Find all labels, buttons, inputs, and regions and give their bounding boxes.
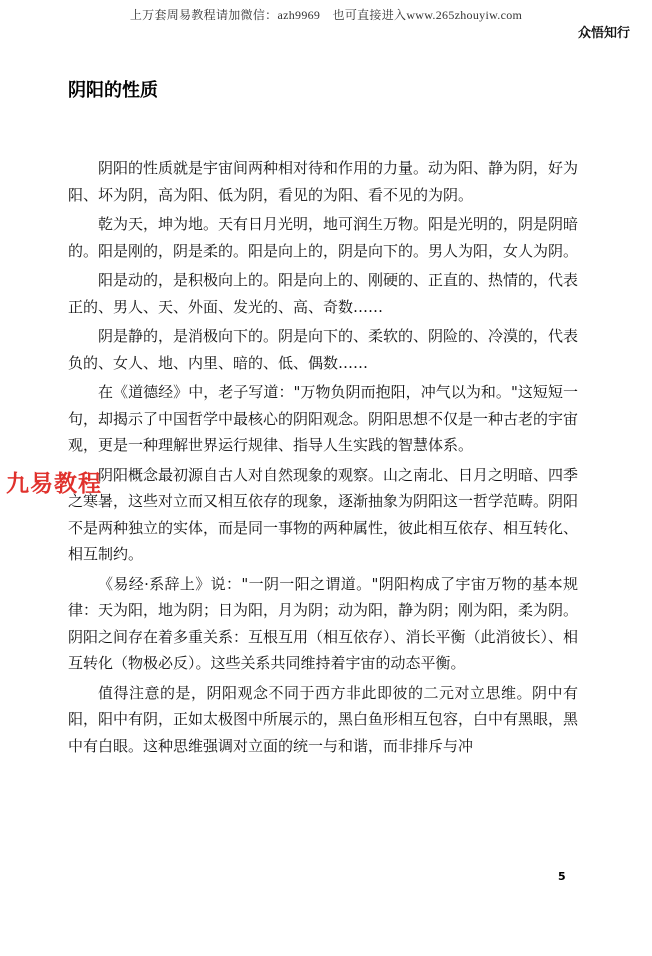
paragraph: 阴阳概念最初源自古人对自然现象的观察。山之南北、日月之明暗、四季之寒暑，这些对立而又相互依存的现象，逐渐抽象为阴阳这一哲学范畴。阴阳不是两种独立的实体，而是同一事物的两种属性，彼此相互依存、相互转化、相互制约。 [68, 465, 579, 563]
paragraph: 值得注意的是，阴阳观念不同于西方非此即彼的二元对立思维。阴中有阳，阳中有阴，正如太极图中所展示的，黑白鱼形相互包容，白中有黑眼，黑中有白眼。这种思维强调对立面的统一与和谐，而非排斥与冲 [68, 683, 579, 755]
paragraph: 阳是动的，是积极向上的。阳是向上的、刚硬的、正直的、热情的，代表正的、男人、天、外面、发光的、高、奇数…… [68, 271, 579, 316]
section-title: 阴阳的性质 [68, 80, 158, 101]
paragraph: 阴阳的性质就是宇宙间两种相对待和作用的力量。动为阳、静为阴，好为阳、坏为阴，高为阳、低为阴，看见的为阳、看不见的为阴。 [68, 159, 579, 204]
page-number: 5 [558, 870, 566, 883]
watermark-logo: 九易教程 [6, 471, 102, 497]
paragraph: 《易经·系辞上》说："一阴一阳之谓道。"阴阳构成了宇宙万物的基本规律：天为阳，地为阴；日为阳，月为阴；动为阳，静为阴；刚为阳，柔为阴。阴阳之间存在着多重关系：互根互用（相互依存）、消长平衡（此消彼长）、相互转化（物极必反）。这些关系共同维持着宇宙的动态平衡。 [68, 574, 579, 672]
paragraph: 在《道德经》中，老子写道："万物负阴而抱阳，冲气以为和。"这短短一句，却揭示了中国哲学中最核心的阴阳观念。阴阳思想不仅是一种古老的宇宙观，更是一种理解世界运行规律、指导人生实践的智慧体系。 [68, 383, 579, 454]
body-text [68, 155, 578, 762]
paragraph: 阴是静的，是消极向下的。阴是向下的、柔软的、阴险的、冷漠的，代表负的、女人、地、内里、暗的、低、偶数…… [68, 327, 579, 372]
header-banner: 上万套周易教程请加微信：azh9969 也可直接进入www.265zhouyiw.com [129, 8, 523, 22]
paragraph: 乾为天，坤为地。天有日月光明，地可润生万物。阳是光明的，阴是阴暗的。阳是刚的，阴是柔的。阳是向上的，阴是向下的。男人为阳，女人为阴。 [68, 215, 579, 260]
brand-label: 众悟知行 [577, 26, 630, 41]
